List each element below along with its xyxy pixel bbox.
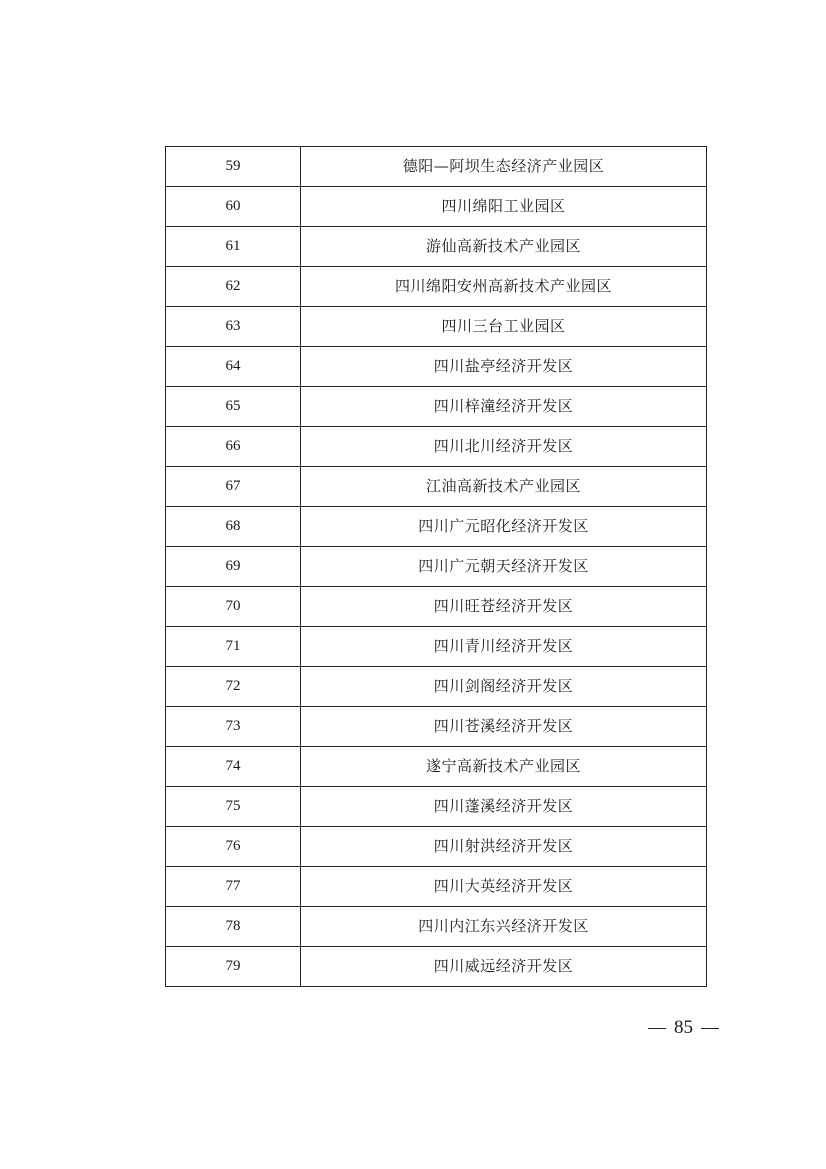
table-row [166,547,707,587]
zone-name: 游仙高新技术产业园区 [301,227,707,267]
row-number: 64 [166,347,301,387]
zone-name: 四川内江东兴经济开发区 [301,907,707,947]
row-number: 62 [166,267,301,307]
table-row [166,227,707,267]
zone-name: 遂宁高新技术产业园区 [301,747,707,787]
page-number: 85 [674,1017,693,1038]
row-number: 76 [166,827,301,867]
table-row [166,507,707,547]
row-number: 74 [166,747,301,787]
row-number: 77 [166,867,301,907]
table-row [166,947,707,987]
zone-name: 四川射洪经济开发区 [301,827,707,867]
table-row [166,347,707,387]
row-number: 63 [166,307,301,347]
table-row [166,747,707,787]
table-row [166,387,707,427]
zone-name: 四川蓬溪经济开发区 [301,787,707,827]
page-footer [648,1016,728,1040]
left-dash [648,1028,666,1029]
zone-name: 四川梓潼经济开发区 [301,387,707,427]
row-number: 61 [166,227,301,267]
table-row [166,267,707,307]
table-row [166,787,707,827]
zone-name: 四川盐亭经济开发区 [301,347,707,387]
zone-name: 四川三台工业园区 [301,307,707,347]
row-number: 59 [166,147,301,187]
table-row [166,467,707,507]
table-row [166,707,707,747]
zone-name: 四川绵阳安州高新技术产业园区 [301,267,707,307]
table-row [166,827,707,867]
table-row [166,667,707,707]
zone-name: 四川大英经济开发区 [301,867,707,907]
row-number: 75 [166,787,301,827]
zone-name: 四川广元昭化经济开发区 [301,507,707,547]
table-body [166,147,707,987]
right-dash [701,1028,719,1029]
zone-name: 德阳—阿坝生态经济产业园区 [301,147,707,187]
zone-name: 四川青川经济开发区 [301,627,707,667]
row-number: 65 [166,387,301,427]
zone-name: 四川苍溪经济开发区 [301,707,707,747]
zone-name: 四川绵阳工业园区 [301,187,707,227]
row-number: 73 [166,707,301,747]
row-number: 60 [166,187,301,227]
row-number: 71 [166,627,301,667]
zone-list-table [165,146,707,987]
row-number: 72 [166,667,301,707]
row-number: 68 [166,507,301,547]
row-number: 70 [166,587,301,627]
zone-name: 江油高新技术产业园区 [301,467,707,507]
zone-name: 四川威远经济开发区 [301,947,707,987]
table-row [166,187,707,227]
table-row [166,307,707,347]
zone-name: 四川广元朝天经济开发区 [301,547,707,587]
row-number: 78 [166,907,301,947]
zone-name: 四川旺苍经济开发区 [301,587,707,627]
table-row [166,147,707,187]
row-number: 66 [166,427,301,467]
table-row [166,427,707,467]
table-row [166,907,707,947]
row-number: 69 [166,547,301,587]
table-row [166,867,707,907]
table-row [166,627,707,667]
row-number: 79 [166,947,301,987]
zone-name: 四川剑阁经济开发区 [301,667,707,707]
row-number: 67 [166,467,301,507]
table-row [166,587,707,627]
zone-name: 四川北川经济开发区 [301,427,707,467]
